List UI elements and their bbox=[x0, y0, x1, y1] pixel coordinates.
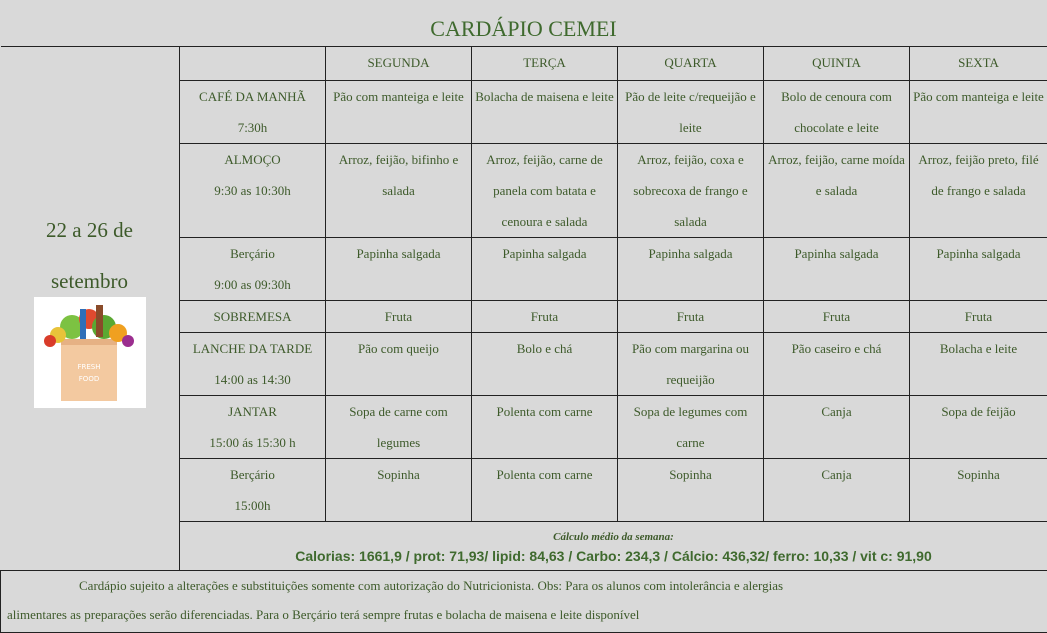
menu-cell: Fruta bbox=[618, 301, 764, 333]
meal-label-cell bbox=[180, 333, 326, 396]
menu-cell: Fruta bbox=[472, 301, 618, 333]
date-range: 22 a 26 de setembro bbox=[1, 205, 179, 307]
meal-name: Berçário bbox=[230, 467, 275, 482]
note-cell bbox=[1, 571, 1047, 633]
menu-cell: Fruta bbox=[764, 301, 910, 333]
menu-cell: Bolo de cenoura com chocolate e leite bbox=[764, 81, 910, 144]
menu-cell: Papinha salgada bbox=[764, 238, 910, 301]
menu-cell: Bolacha de maisena e leite bbox=[472, 81, 618, 144]
date-cell bbox=[1, 47, 180, 571]
menu-cell: Papinha salgada bbox=[326, 238, 472, 301]
menu-cell: Papinha salgada bbox=[910, 238, 1047, 301]
meal-time: 7:30h bbox=[238, 120, 268, 135]
menu-cell: Arroz, feijão, carne de panela com batata e cenoura e salada bbox=[472, 144, 618, 238]
meal-time: 14:00 as 14:30 bbox=[214, 372, 291, 387]
menu-cell: Papinha salgada bbox=[472, 238, 618, 301]
meal-label-cell bbox=[180, 238, 326, 301]
header-empty-cell bbox=[180, 47, 326, 81]
menu-cell: Pão com queijo bbox=[326, 333, 472, 396]
page-title: CARDÁPIO CEMEI bbox=[0, 0, 1047, 46]
day-header: SEXTA bbox=[910, 47, 1047, 81]
menu-cell: Canja bbox=[764, 396, 910, 459]
meal-name: JANTAR bbox=[228, 404, 277, 419]
meal-name: SOBREMESA bbox=[213, 309, 291, 324]
menu-cell: Arroz, feijão, coxa e sobrecoxa de frango e salada bbox=[618, 144, 764, 238]
note-line-2: alimentares as preparações serão diferenciadas. Para o Berçário terá sempre frutas e bolacha de maisena e leite disponível bbox=[7, 607, 639, 622]
menu-cell: Papinha salgada bbox=[618, 238, 764, 301]
menu-cell: Canja bbox=[764, 459, 910, 522]
calc-cell bbox=[180, 522, 1047, 571]
menu-cell: Sopa de feijão bbox=[910, 396, 1047, 459]
menu-cell: Sopinha bbox=[326, 459, 472, 522]
meal-time: 15:00 ás 15:30 h bbox=[209, 435, 295, 450]
menu-cell: Fruta bbox=[326, 301, 472, 333]
menu-cell: Sopinha bbox=[618, 459, 764, 522]
menu-cell: Arroz, feijão, carne moída e salada bbox=[764, 144, 910, 238]
menu-cell: Sopinha bbox=[910, 459, 1047, 522]
meal-time: 9:00 as 09:30h bbox=[214, 277, 291, 292]
meal-name: LANCHE DA TARDE bbox=[193, 341, 312, 356]
meal-label-cell bbox=[180, 301, 326, 333]
calc-title: Cálculo médio da semana: bbox=[182, 528, 1045, 546]
menu-cell: Pão com margarina ou requeijão bbox=[618, 333, 764, 396]
meal-label-cell bbox=[180, 144, 326, 238]
menu-cell: Fruta bbox=[910, 301, 1047, 333]
meal-name: CAFÉ DA MANHÃ bbox=[199, 89, 306, 104]
meal-label-cell bbox=[180, 81, 326, 144]
meal-time: 15:00h bbox=[234, 498, 270, 513]
day-header: QUINTA bbox=[764, 47, 910, 81]
meal-label-cell bbox=[180, 396, 326, 459]
meal-label-cell bbox=[180, 459, 326, 522]
menu-cell: Pão de leite c/requeijão e leite bbox=[618, 81, 764, 144]
meal-time: 9:30 as 10:30h bbox=[214, 183, 291, 198]
day-header: QUARTA bbox=[618, 47, 764, 81]
svg-text:FOOD: FOOD bbox=[78, 375, 98, 383]
menu-cell: Arroz, feijão, bifinho e salada bbox=[326, 144, 472, 238]
menu-cell: Arroz, feijão preto, filé de frango e salada bbox=[910, 144, 1047, 238]
svg-text:FRESH: FRESH bbox=[77, 363, 100, 371]
menu-cell: Bolacha e leite bbox=[910, 333, 1047, 396]
note-line-1: Cardápio sujeito a alterações e substituições somente com autorização do Nutricionista. Obs: Para os alunos com intolerância e alergias bbox=[7, 578, 783, 593]
menu-cell: Pão com manteiga e leite bbox=[326, 81, 472, 144]
menu-cell: Sopa de carne com legumes bbox=[326, 396, 472, 459]
menu-cell: Pão caseiro e chá bbox=[764, 333, 910, 396]
menu-cell: Bolo e chá bbox=[472, 333, 618, 396]
menu-cell: Sopa de legumes com carne bbox=[618, 396, 764, 459]
day-header: TERÇA bbox=[472, 47, 618, 81]
calc-values: Calorias: 1661,9 / prot: 71,93/ lipid: 84,63 / Carbo: 234,3 / Cálcio: 436,32/ ferro: 10,33 / vit c: 91,90 bbox=[182, 546, 1045, 566]
menu-table bbox=[0, 46, 1047, 633]
meal-name: ALMOÇO bbox=[224, 152, 280, 167]
menu-cell: Polenta com carne bbox=[472, 396, 618, 459]
menu-cell: Pão com manteiga e leite bbox=[910, 81, 1047, 144]
grocery-bag-image bbox=[34, 297, 146, 408]
day-header: SEGUNDA bbox=[326, 47, 472, 81]
meal-name: Berçário bbox=[230, 246, 275, 261]
menu-cell: Polenta com carne bbox=[472, 459, 618, 522]
